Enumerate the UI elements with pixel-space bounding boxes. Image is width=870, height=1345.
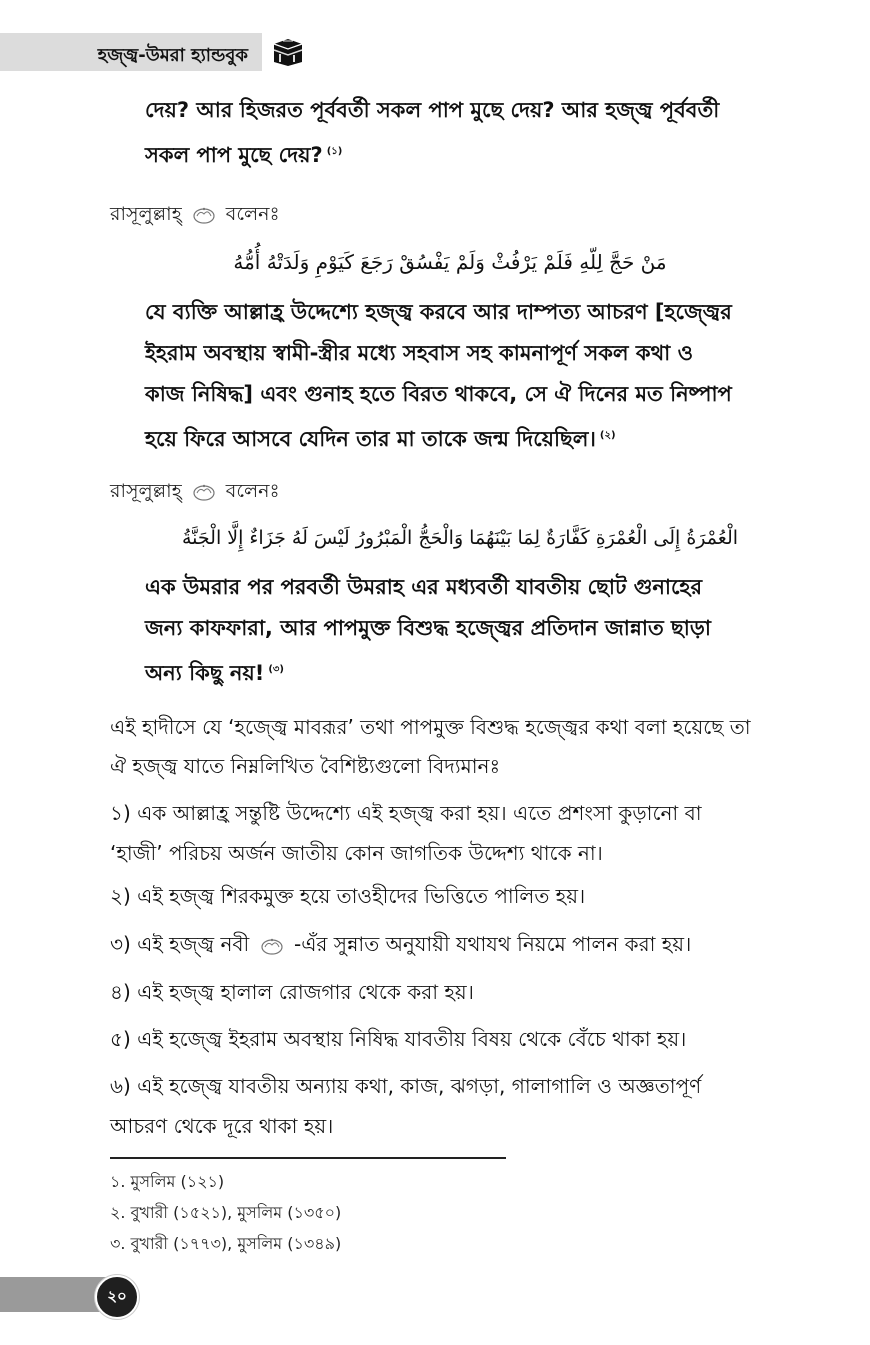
arabic-hadith: الْعُمْرَةُ إِلَى الْعُمْرَةِ كَفَّارَةٌ لِمَا بَيْنَهُمَا وَالْحَجُّ الْمَبْرُورُ لَيْسَ لَهُ جَزَاءٌ إِلَّا الْجَنَّةُ	[181, 527, 739, 549]
hadith-label: রাসূলুল্লাহ্ বলেনঃ	[110, 480, 280, 502]
footnote: ২. বুখারী (১৫২১), মুসলিম (১৩৫০)	[110, 1203, 342, 1222]
footnote: ৩. বুখারী (১৭৭৩), মুসলিম (১৩৪৯)	[110, 1234, 342, 1253]
list-item: ২) এই হজ্জ্ব শিরকমুক্ত হয়ে তাওহীদের ভিত্তিতে পালিত হয়।	[110, 884, 586, 908]
list-item: ৬) এই হজ্জ্বে যাবতীয় অন্যায় কথা, কাজ, ঝগড়া, গালাগালি ও অজ্ঞতাপূর্ণ আচরণ থেকে দূরে থাকা হয়।	[110, 1074, 702, 1138]
hadith-translation	[145, 292, 765, 460]
hadith-translation	[145, 567, 765, 694]
footnote-divider	[110, 1157, 506, 1159]
page-number: ২০	[95, 1275, 139, 1319]
running-header	[0, 33, 262, 71]
translation-line: ইহরাম অবস্থায় স্বামী-স্ত্রীর মধ্যে সহবাস সহ কামনাপূর্ণ সকল কথা ও	[145, 341, 694, 365]
salawat-calligraphy-icon	[192, 205, 216, 225]
list-item: ৩) এই হজ্জ্ব নবী -এঁর সুন্নাত অনুযায়ী যথাযথ নিয়মে পালন করা হয়।	[110, 932, 692, 956]
explanation-paragraph	[110, 708, 770, 786]
explanation-line: এই হাদীসে যে ‘হজ্জ্বে মাবরূর’ তথা পাপমুক্ত বিশুদ্ধ হজ্জ্বের কথা বলা হয়েছে তা	[110, 715, 751, 739]
footnotes	[110, 1166, 341, 1259]
translation-line: এক উমরার পর পরবর্তী উমরাহ এর মধ্যবর্তী যাবতীয় ছোট গুনাহের	[145, 575, 702, 599]
footnote: ১. মুসলিম (১২১)	[110, 1172, 225, 1191]
intro-line: দেয়? আর হিজরত পূর্ববর্তী সকল পাপ মুছে দেয়? আর হজ্জ্ব পূর্ববর্তী	[145, 98, 720, 122]
explanation-line: ঐ হজ্জ্ব যাতে নিম্নলিখিত বৈশিষ্ট্যগুলো বিদ্যমানঃ	[110, 754, 501, 778]
list-item: ৪) এই হজ্জ্ব হালাল রোজগার থেকে করা হয়।	[110, 980, 474, 1004]
translation-line: জন্য কাফফারা, আর পাপমুক্ত বিশুদ্ধ হজ্জ্বের প্রতিদান জান্নাত ছাড়া	[145, 616, 711, 640]
footnote-ref: (৩)	[268, 664, 284, 675]
book-title: হজ্জ্ব-উমরা হ্যান্ডবুক	[97, 45, 248, 66]
translation-line: যে ব্যক্তি আল্লাহ্র উদ্দেশ্যে হজ্জ্ব করবে আর দাম্পত্য আচরণ [হজ্জ্বের	[145, 300, 732, 324]
translation-line: অন্য কিছু নয়! $^{(৩)}$	[145, 661, 284, 685]
arabic-hadith: مَنْ حَجَّ لِلّهِ فَلَمْ يَرْفُثْ وَلَمْ يَفْسُقْ رَجَعَ كَيَوْمِ وَلَدَتْهُ أُمُّهُ	[233, 250, 667, 274]
list-item: ৫) এই হজ্জ্বে ইহরাম অবস্থায় নিষিদ্ধ যাবতীয় বিষয় থেকে বেঁচে থাকা হয়।	[110, 1027, 687, 1051]
translation-line: কাজ নিষিদ্ধ] এবং গুনাহ হতে বিরত থাকবে, সে ঐ দিনের মত নিষ্পাপ	[145, 382, 732, 406]
footnote-ref: (২)	[599, 430, 616, 441]
page-number-bar	[0, 1277, 110, 1312]
hadith-label: রাসূলুল্লাহ্ বলেনঃ	[110, 203, 280, 225]
intro-line: সকল পাপ মুছে দেয়? $^{(১)}$	[145, 143, 343, 167]
kaaba-icon	[271, 36, 305, 68]
intro-paragraph	[145, 90, 765, 176]
list-item: ১) এক আল্লাহ্র সন্তুষ্টি উদ্দেশ্যে এই হজ্জ্ব করা হয়। এতে প্রশংসা কুড়ানো বা ‘হাজী’ পরিচয় অর্জন জাতীয় কোন জাগতিক উদ্দেশ্য থাকে না।	[110, 801, 702, 865]
salawat-calligraphy-icon	[192, 482, 216, 502]
translation-line: হয়ে ফিরে আসবে যেদিন তার মা তাকে জন্ম দিয়েছিল। $^{(২)}$	[145, 427, 616, 451]
salawat-calligraphy-icon	[260, 936, 284, 956]
footnote-ref: (১)	[326, 146, 343, 157]
